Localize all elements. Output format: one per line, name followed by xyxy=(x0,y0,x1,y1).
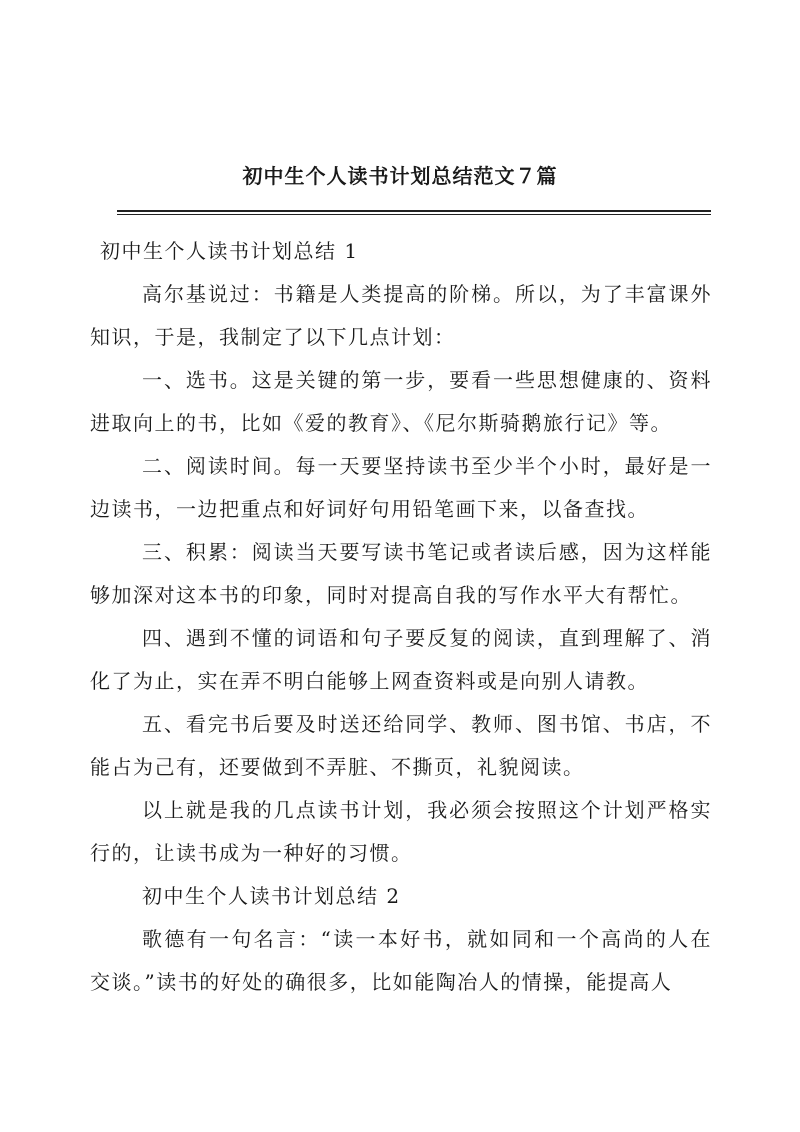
section-heading-2: 初中生个人读书计划总结 2 xyxy=(142,884,401,908)
section-heading-1: 初中生个人读书计划总结 1 xyxy=(100,239,359,263)
paragraph-intro: 高尔基说过：书籍是人类提高的阶梯。所以，为了丰富课外知识，于是，我制定了以下几点计划： xyxy=(90,282,712,349)
paragraph-plan-4: 四、遇到不懂的词语和句子要反复的阅读，直到理解了、消化了为止，实在弄不明白能够上网查资料或是向别人请教。 xyxy=(90,626,712,693)
paragraph-goethe: 歌德有一句名言：“读一本好书，就如同和一个高尚的人在交谈。”读书的好处的确很多，比如能陶冶人的情操，能提高人 xyxy=(90,927,712,994)
title-rule-thin xyxy=(117,214,711,215)
document-body xyxy=(90,230,712,1004)
paragraph-conclusion: 以上就是我的几点读书计划，我必须会按照这个计划严格实行的，让读书成为一种好的习惯。 xyxy=(90,798,712,865)
document-title: 初中生个人读书计划总结范文７篇 xyxy=(242,164,558,188)
paragraph-plan-3: 三、积累：阅读当天要写读书笔记或者读后感，因为这样能够加深对这本书的印象，同时对提高自我的写作水平大有帮忙。 xyxy=(90,540,712,607)
paragraph-plan-2: 二、阅读时间。每一天要坚持读书至少半个小时，最好是一边读书，一边把重点和好词好句用铅笔画下来，以备查找。 xyxy=(90,454,712,521)
title-rule-thick xyxy=(117,210,711,212)
paragraph-plan-5: 五、看完书后要及时送还给同学、教师、图书馆、书店，不能占为己有，还要做到不弄脏、不撕页，礼貌阅读。 xyxy=(90,712,712,779)
paragraph-plan-1: 一、选书。这是关键的第一步，要看一些思想健康的、资料进取向上的书，比如《爱的教育》、《尼尔斯骑鹅旅行记》等。 xyxy=(90,368,712,435)
